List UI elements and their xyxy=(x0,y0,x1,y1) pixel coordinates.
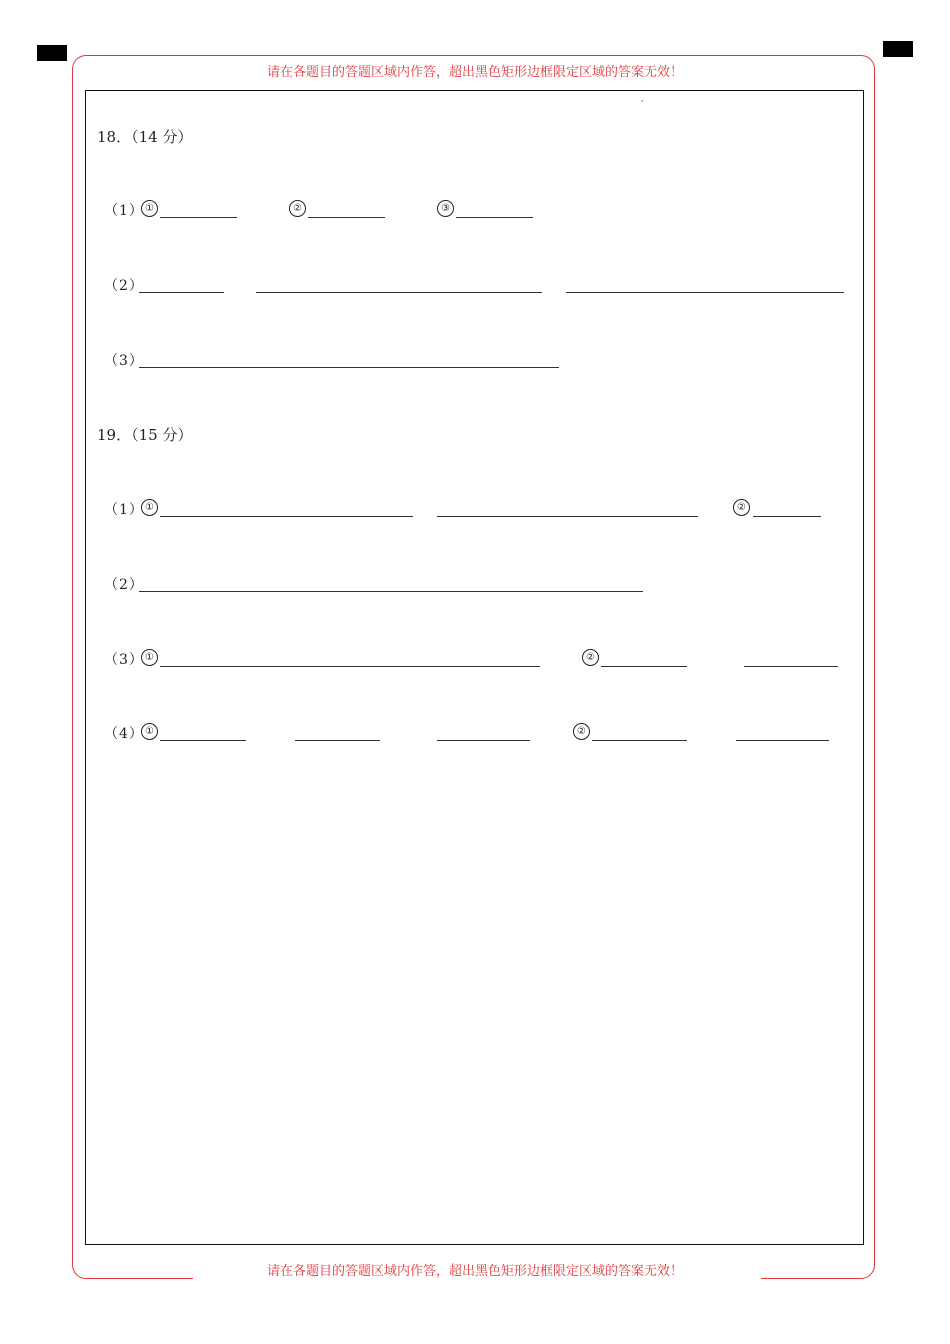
question-18-title: 18．（14 分） xyxy=(97,128,193,146)
answer-blank[interactable] xyxy=(736,740,829,741)
answer-blank[interactable] xyxy=(744,666,838,667)
answer-blank[interactable] xyxy=(160,740,246,741)
q19-part-1-label: （1） xyxy=(104,502,144,518)
circle-number-3: ③ xyxy=(437,200,454,217)
answer-blank[interactable] xyxy=(295,740,380,741)
answer-blank[interactable] xyxy=(566,292,844,293)
answer-blank[interactable] xyxy=(160,217,237,218)
q19-part-4-label: （4） xyxy=(104,726,144,742)
answer-blank[interactable] xyxy=(456,217,533,218)
answer-blank[interactable] xyxy=(139,591,643,592)
circle-number-1: ① xyxy=(141,499,158,516)
answer-blank[interactable] xyxy=(437,516,698,517)
circle-number-1: ① xyxy=(141,649,158,666)
question-19-title: 19．（15 分） xyxy=(97,426,193,444)
answer-blank[interactable] xyxy=(592,740,687,741)
q19-part-2-label: （2） xyxy=(104,577,144,593)
footer-warning: 请在各题目的答题区域内作答，超出黑色矩形边框限定区域的答案无效！ xyxy=(266,1264,683,1279)
circle-number-1: ① xyxy=(141,200,158,217)
corner-marker-left xyxy=(37,45,67,61)
circle-number-2: ② xyxy=(582,649,599,666)
answer-blank[interactable] xyxy=(308,217,385,218)
circle-number-2: ② xyxy=(733,499,750,516)
q18-part-1-label: （1） xyxy=(104,203,144,219)
q19-part-3-label: （3） xyxy=(104,652,144,668)
stray-mark: , xyxy=(641,94,644,103)
answer-blank[interactable] xyxy=(256,292,542,293)
circle-number-1: ① xyxy=(141,723,158,740)
circle-number-2: ② xyxy=(289,200,306,217)
answer-area-box xyxy=(85,90,864,1245)
corner-marker-right xyxy=(883,41,913,57)
answer-blank[interactable] xyxy=(601,666,687,667)
circle-number-2: ② xyxy=(573,723,590,740)
answer-blank[interactable] xyxy=(160,516,413,517)
answer-blank[interactable] xyxy=(139,367,559,368)
answer-blank[interactable] xyxy=(753,516,821,517)
header-warning: 请在各题目的答题区域内作答，超出黑色矩形边框限定区域的答案无效！ xyxy=(266,65,683,80)
answer-blank[interactable] xyxy=(437,740,530,741)
q18-part-3-label: （3） xyxy=(104,353,144,369)
answer-blank[interactable] xyxy=(160,666,540,667)
answer-blank[interactable] xyxy=(139,292,224,293)
q18-part-2-label: （2） xyxy=(104,278,144,294)
